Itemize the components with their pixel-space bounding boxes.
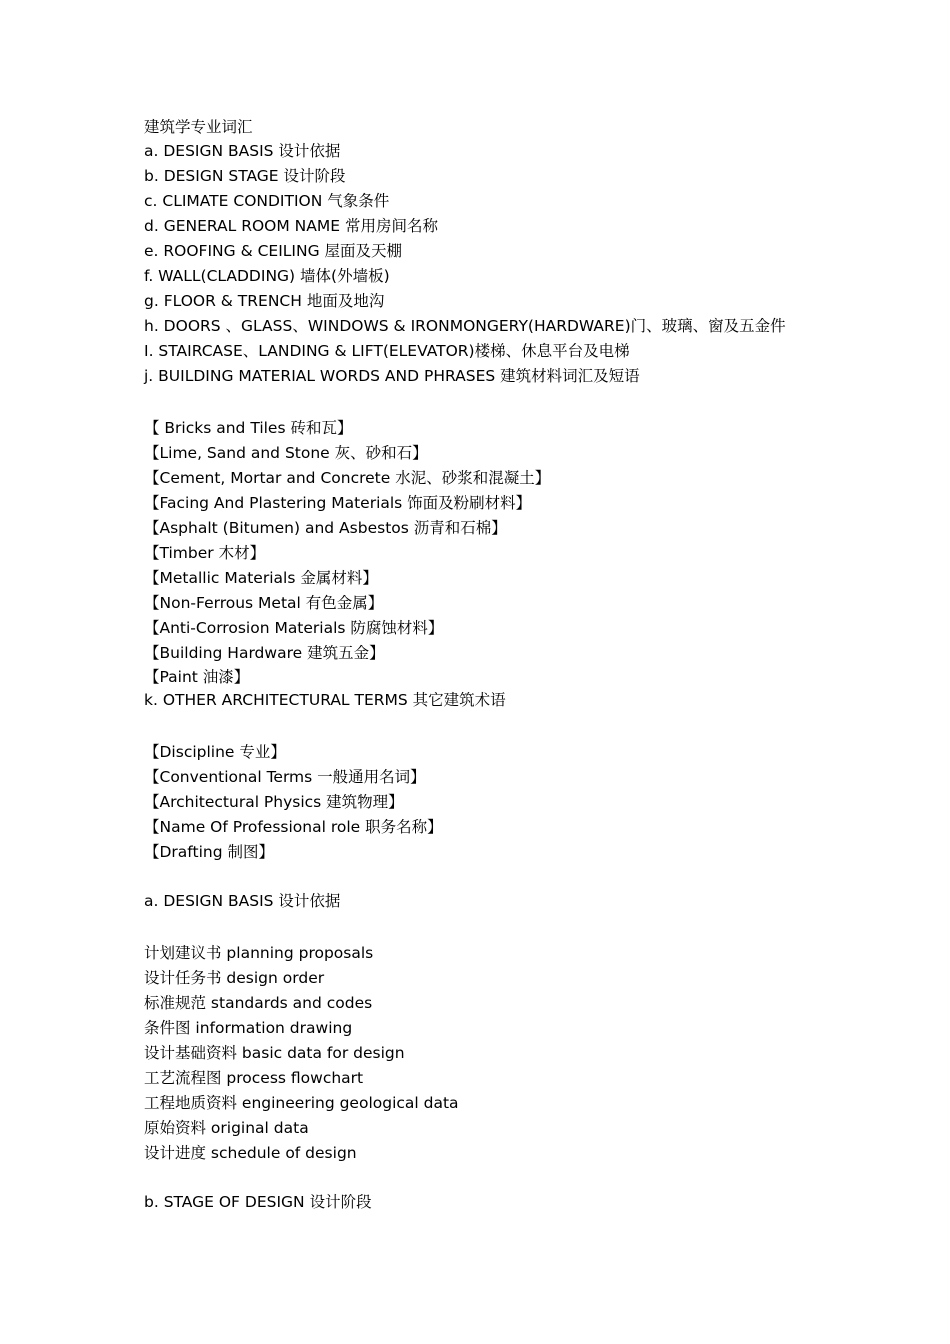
- material-item: 【Lime, Sand and Stone 灰、砂和石】: [144, 444, 428, 462]
- section-a-list: [144, 941, 924, 1166]
- term-item: 工艺流程图 process flowchart: [144, 1069, 364, 1087]
- material-item: 【Non-Ferrous Metal 有色金属】: [144, 594, 384, 612]
- term-item: 设计进度 schedule of design: [144, 1144, 357, 1162]
- toc-item: h. DOORS 、GLASS、WINDOWS & IRONMONGERY(HARDWARE)门、玻璃、窗及五金件: [144, 317, 786, 335]
- toc-item: d. GENERAL ROOM NAME 常用房间名称: [144, 217, 438, 235]
- term-item: 设计基础资料 basic data for design: [144, 1044, 405, 1062]
- term-item: 标准规范 standards and codes: [144, 994, 373, 1012]
- other-term-item: 【Architectural Physics 建筑物理】: [144, 793, 404, 811]
- toc-item: c. CLIMATE CONDITION 气象条件: [144, 192, 390, 210]
- toc-item: I. STAIRCASE、LANDING & LIFT(ELEVATOR)楼梯、休息平台及电梯: [144, 342, 630, 360]
- other-term-item: 【Discipline 专业】: [144, 743, 286, 761]
- other-terms-list: [144, 740, 924, 865]
- material-item: 【Facing And Plastering Materials 饰面及粉刷材料】: [144, 494, 532, 512]
- toc-item: f. WALL(CLADDING) 墙体(外墙板): [144, 267, 390, 285]
- term-item: 条件图 information drawing: [144, 1019, 353, 1037]
- document-title: 建筑学专业词汇: [144, 118, 253, 136]
- material-item: 【Paint 油漆】: [144, 668, 250, 686]
- spacer: [144, 713, 924, 740]
- section-b-heading: b. STAGE OF DESIGN 设计阶段: [144, 1193, 372, 1211]
- term-item: 工程地质资料 engineering geological data: [144, 1094, 459, 1112]
- materials-list: [144, 416, 924, 688]
- toc-item: e. ROOFING & CEILING 屋面及天棚: [144, 242, 403, 260]
- material-item: 【Timber 木材】: [144, 544, 266, 562]
- material-item: 【Metallic Materials 金属材料】: [144, 569, 378, 587]
- term-item: 计划建议书 planning proposals: [144, 944, 374, 962]
- toc-item: j. BUILDING MATERIAL WORDS AND PHRASES 建筑材料词汇及短语: [144, 367, 640, 385]
- material-item: 【 Bricks and Tiles 砖和瓦】: [144, 419, 353, 437]
- section-a-heading: a. DESIGN BASIS 设计依据: [144, 892, 341, 910]
- other-term-item: 【Drafting 制图】: [144, 843, 274, 861]
- spacer: [144, 865, 924, 889]
- term-item: 原始资料 original data: [144, 1119, 309, 1137]
- toc-item: a. DESIGN BASIS 设计依据: [144, 142, 341, 160]
- toc-item: g. FLOOR & TRENCH 地面及地沟: [144, 292, 385, 310]
- material-item: 【Anti-Corrosion Materials 防腐蚀材料】: [144, 619, 444, 637]
- material-item: 【Asphalt (Bitumen) and Asbestos 沥青和石棉】: [144, 519, 507, 537]
- material-item: 【Cement, Mortar and Concrete 水泥、砂浆和混凝土】: [144, 469, 551, 487]
- term-item: 设计任务书 design order: [144, 969, 325, 987]
- document-page: [144, 116, 924, 1215]
- material-item: 【Building Hardware 建筑五金】: [144, 644, 385, 662]
- table-of-contents: [144, 139, 924, 389]
- toc-item: b. DESIGN STAGE 设计阶段: [144, 167, 346, 185]
- other-term-item: 【Conventional Terms 一般通用名词】: [144, 768, 426, 786]
- spacer: [144, 914, 924, 941]
- spacer: [144, 389, 924, 416]
- spacer: [144, 1166, 924, 1190]
- other-term-item: 【Name Of Professional role 职务名称】: [144, 818, 443, 836]
- other-terms-heading: k. OTHER ARCHITECTURAL TERMS 其它建筑术语: [144, 691, 506, 709]
